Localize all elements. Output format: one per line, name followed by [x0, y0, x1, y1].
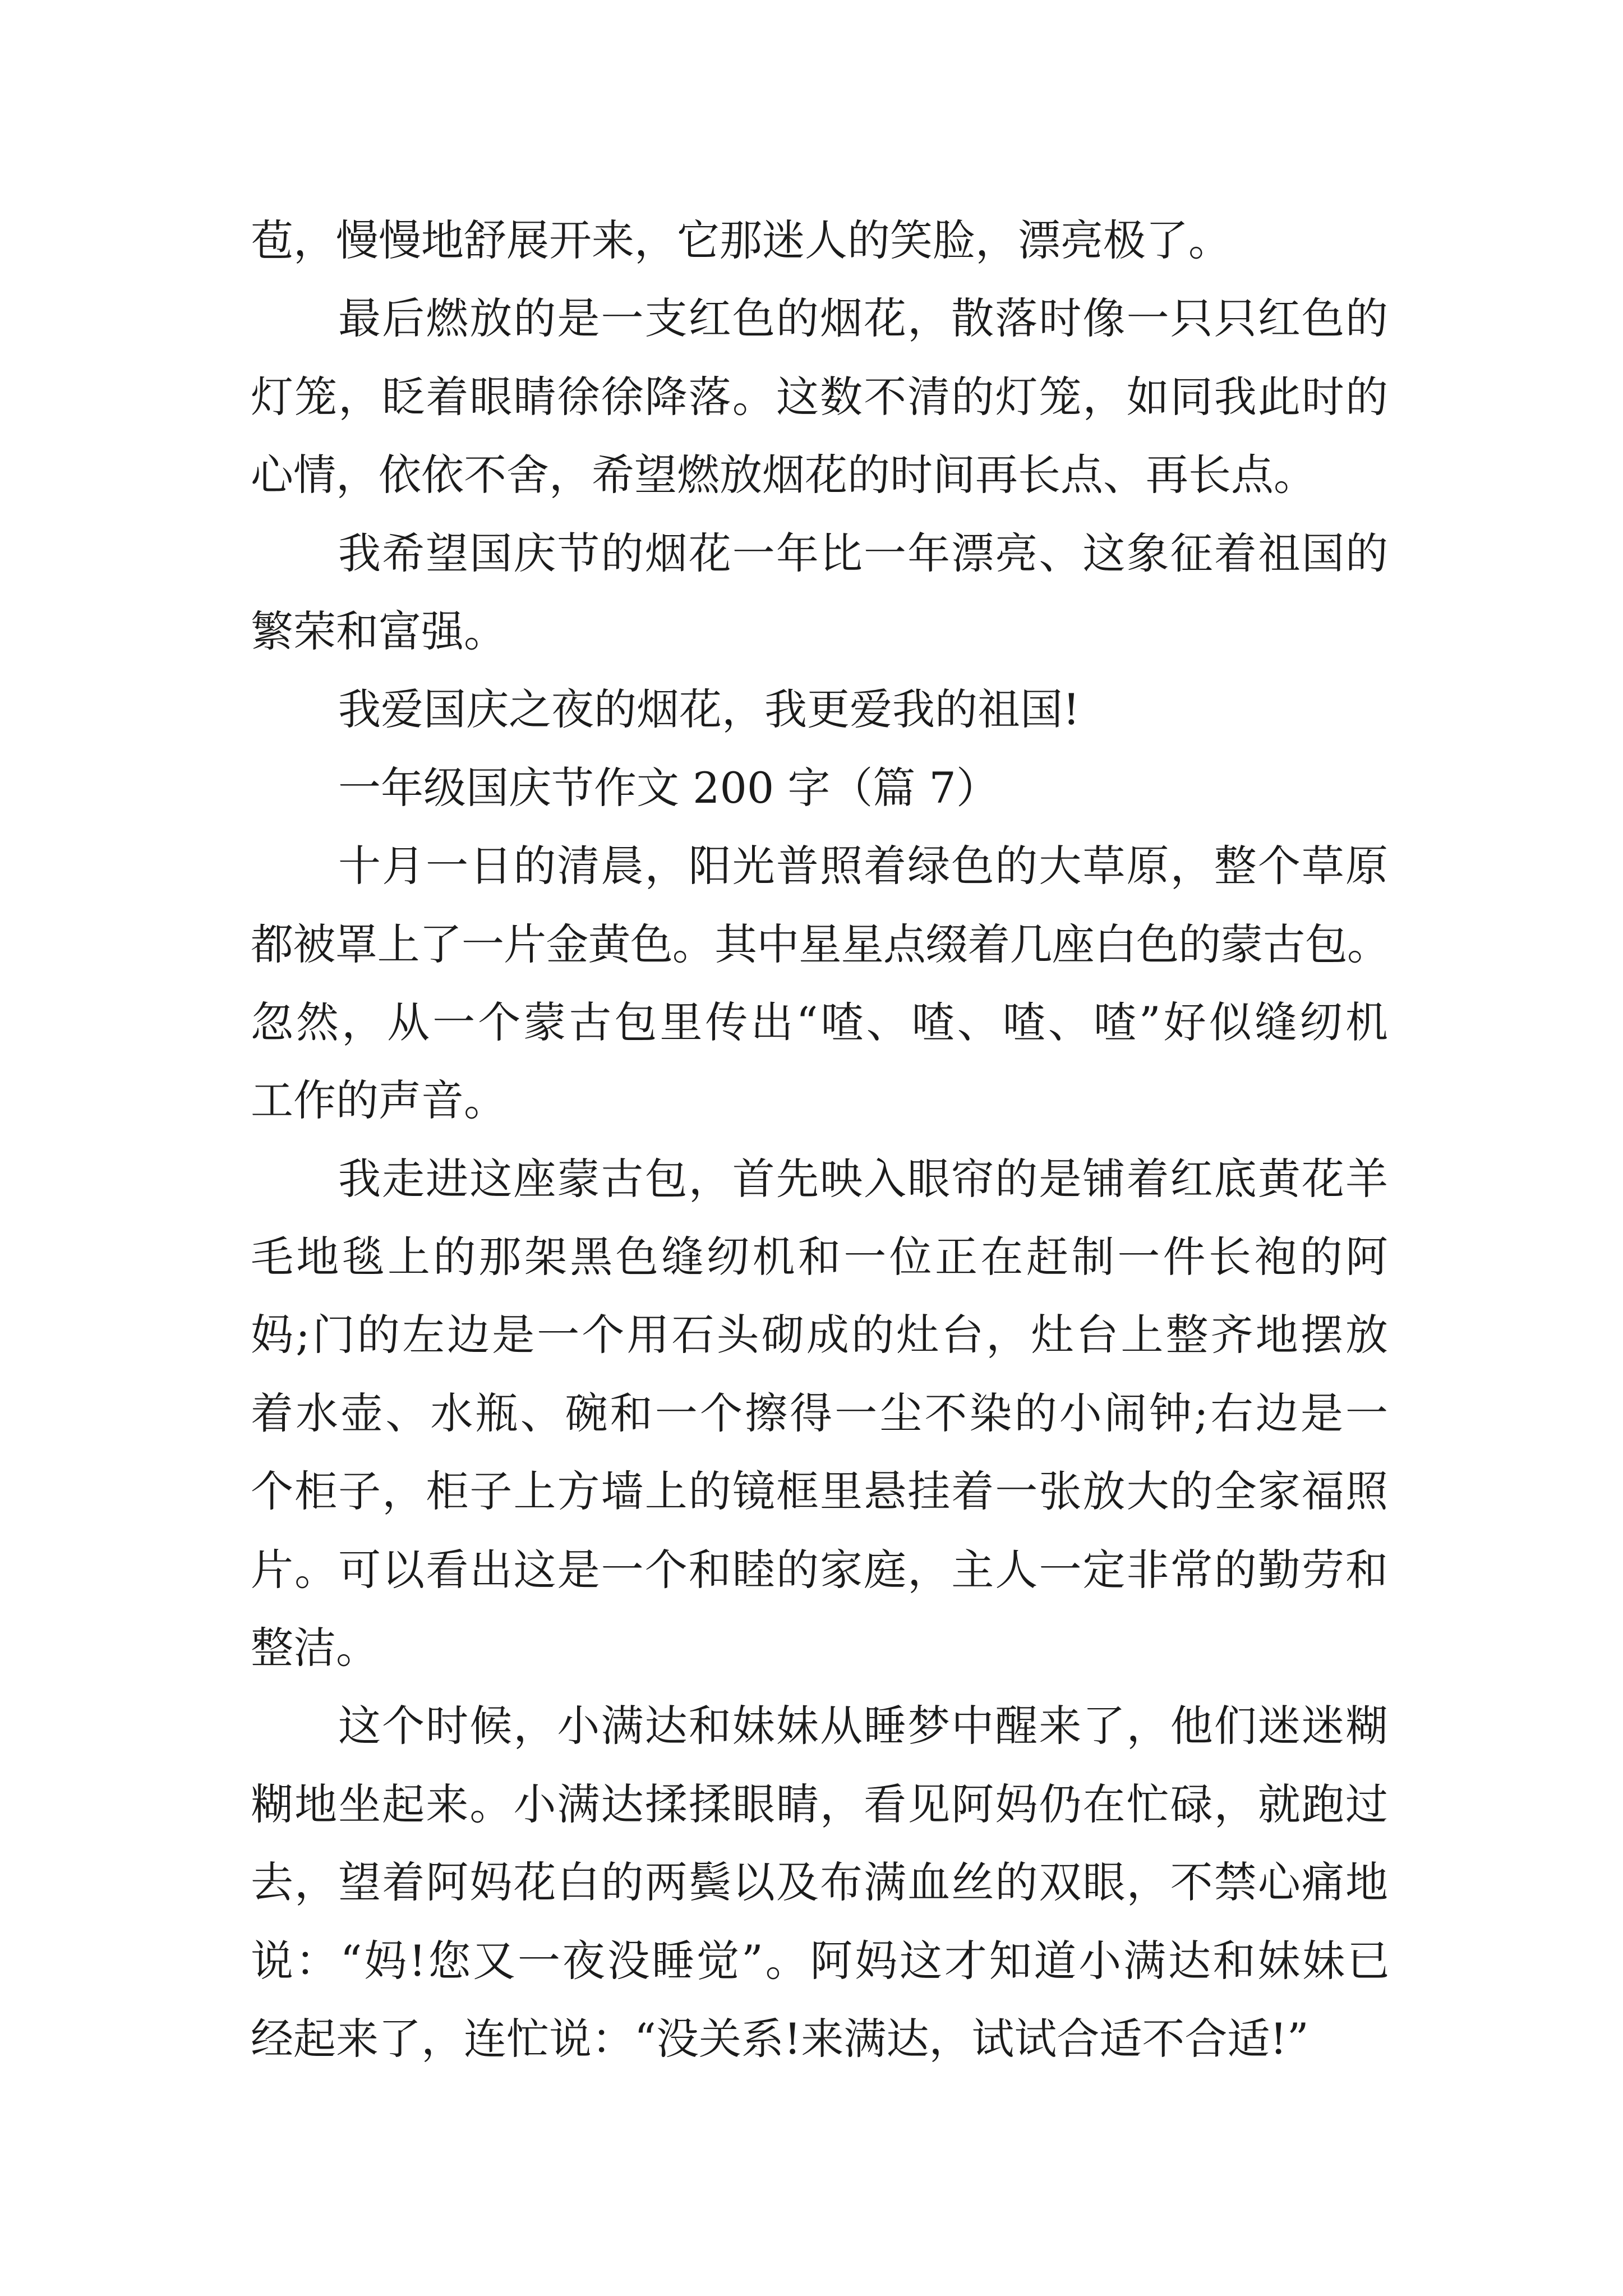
paragraph	[251, 1687, 1388, 2078]
text-line: 最后燃放的是一支红色的烟花，散落时像一只只红色的	[338, 293, 1388, 344]
text-line: 工作的声音。	[251, 1075, 506, 1126]
text-line: 心情，依依不舍，希望燃放烟花的时间再长点、再长点。	[251, 450, 1316, 500]
paragraph	[251, 827, 1388, 1140]
paragraph	[251, 1140, 1388, 1687]
text-line: 去，望着阿妈花白的两鬓以及布满血丝的双眼，不禁心痛地	[251, 1857, 1388, 1908]
paragraph	[251, 201, 1388, 279]
text-line: 忽然，从一个蒙古包里传出“喳、喳、喳、喳”好似缝纫机	[251, 997, 1388, 1047]
text-line: 片。可以看出这是一个和睦的家庭，主人一定非常的勤劳和	[251, 1544, 1388, 1595]
text-line: 十月一日的清晨，阳光普照着绿色的大草原，整个草原	[338, 841, 1388, 891]
text-line: 我走进这座蒙古包，首先映入眼帘的是铺着红底黄花羊	[338, 1153, 1388, 1204]
text-line: 繁荣和富强。	[251, 606, 506, 656]
text-line: 着水壶、水瓶、碗和一个擦得一尘不染的小闹钟;右边是一	[251, 1388, 1388, 1438]
text-line: 我爱国庆之夜的烟花，我更爱我的祖国!	[338, 684, 1080, 735]
paragraph	[251, 670, 1388, 748]
text-line: 说：“妈!您又一夜没睡觉”。阿妈这才知道小满达和妹妹已	[251, 1935, 1388, 1986]
text-line: 整洁。	[251, 1623, 379, 1673]
text-line: 灯笼，眨着眼睛徐徐降落。这数不清的灯笼，如同我此时的	[251, 371, 1388, 422]
paragraph	[251, 279, 1388, 514]
text-line: 我希望国庆节的烟花一年比一年漂亮、这象征着祖国的	[338, 528, 1388, 578]
section-heading	[251, 749, 1388, 827]
text-line: 个柜子，柜子上方墙上的镜框里悬挂着一张放大的全家福照	[251, 1466, 1388, 1517]
text-line: 糊地坐起来。小满达揉揉眼睛，看见阿妈仍在忙碌，就跑过	[251, 1779, 1388, 1829]
paragraph	[251, 514, 1388, 671]
text-line: 都被罩上了一片金黄色。其中星星点缀着几座白色的蒙古包。	[251, 919, 1388, 969]
text-line: 妈;门的左边是一个用石头砌成的灶台，灶台上整齐地摆放	[251, 1310, 1388, 1360]
body-text	[251, 201, 1388, 2078]
text-line: 苞，慢慢地舒展开来，它那迷人的笑脸，漂亮极了。	[251, 215, 1231, 265]
text-line: 这个时候，小满达和妹妹从睡梦中醒来了，他们迷迷糊	[338, 1701, 1388, 1751]
text-line: 毛地毯上的那架黑色缝纫机和一位正在赶制一件长袍的阿	[251, 1232, 1388, 1282]
text-line: 经起来了，连忙说：“没关系!来满达，试试合适不合适!”	[251, 2013, 1309, 2064]
section-heading-text: 一年级国庆节作文 200 字（篇 7）	[338, 762, 999, 813]
